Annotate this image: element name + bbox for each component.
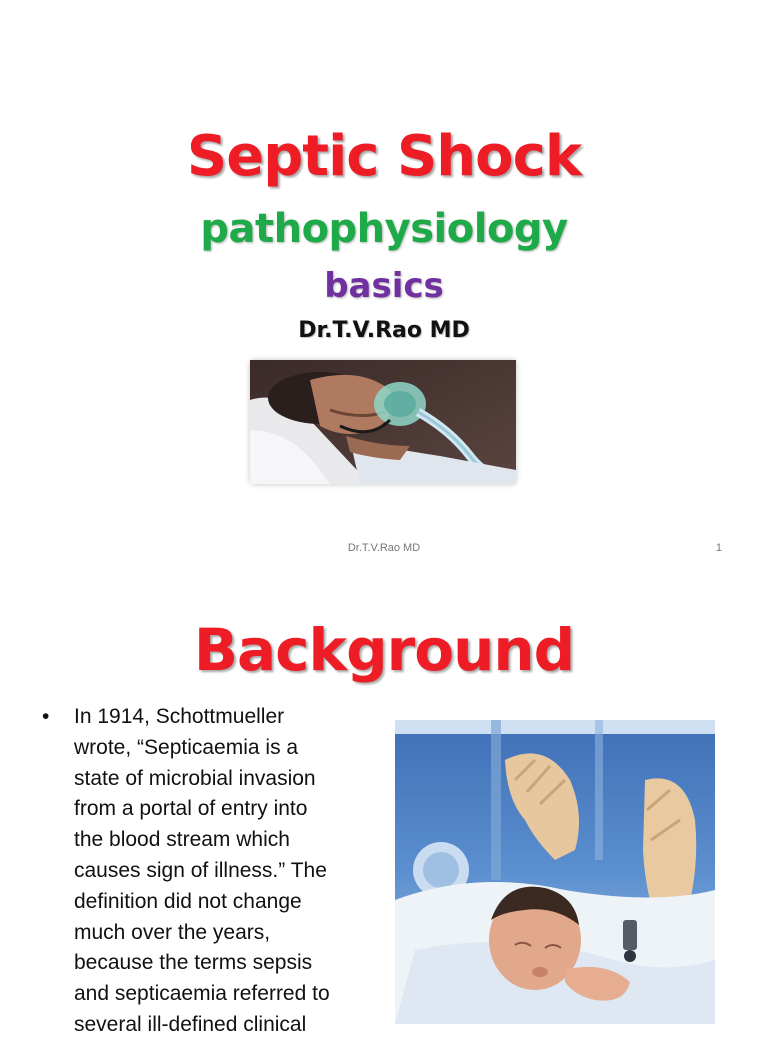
bullet-line: definition did not change: [74, 889, 302, 913]
slide-author: Dr.T.V.Rao MD: [298, 318, 470, 343]
bullet-list: [30, 702, 380, 1041]
bullet-line: wrote, “Septicaemia is a: [74, 735, 299, 759]
bullet-line: the blood stream which: [74, 828, 290, 852]
slide-subtitle-basics: basics: [324, 266, 444, 306]
bullet-item: [30, 702, 380, 1041]
newborn-incubator-photo: [395, 720, 715, 1024]
bullet-line: from a portal of entry into: [74, 797, 308, 821]
patient-oxygen-mask-photo: [250, 360, 516, 484]
slide-2: [0, 576, 768, 1036]
bullet-line: In 1914, Schottmueller: [74, 705, 285, 728]
bullet-line: because the terms sepsis: [74, 951, 313, 975]
slide-title-background: Background: [193, 616, 575, 684]
slide-page-number: 1: [715, 542, 722, 554]
bullet-dot-icon: •: [42, 705, 50, 728]
slide-footer-author: Dr.T.V.Rao MD: [347, 542, 421, 554]
bullet-line: and septicaemia referred to: [74, 982, 330, 1006]
bullet-line: causes sign of illness.” The: [74, 858, 327, 882]
bullet-line: much over the years,: [74, 920, 271, 944]
bullet-line: state of microbial invasion: [74, 766, 316, 790]
slide-title: Septic Shock: [186, 124, 582, 189]
bullet-line: several ill-defined clinical: [74, 1012, 307, 1036]
slide-subtitle-pathophysiology: pathophysiology: [200, 206, 568, 252]
